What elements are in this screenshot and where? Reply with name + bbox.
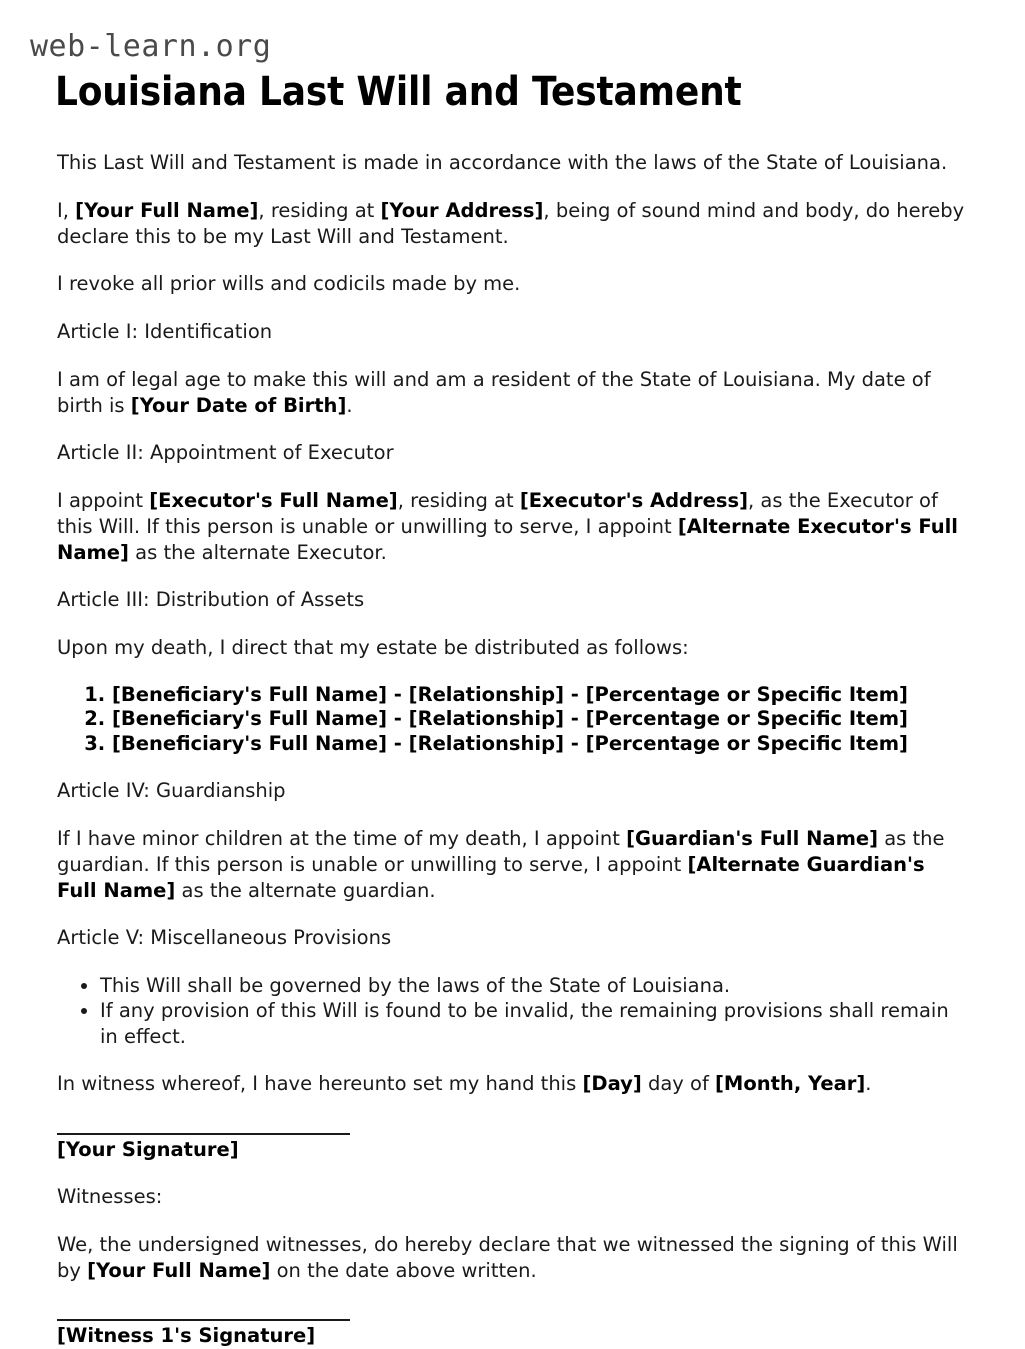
article-5-heading: Article V: Miscellaneous Provisions: [57, 926, 392, 950]
article-4-text-1: If I have minor children at the time of my death, I appoint: [57, 827, 627, 851]
declaration-text-3: , being of sound mind and body, do hereby declare this to be my Last Will and Testament.: [57, 198, 965, 248]
signature-line: [57, 1133, 350, 1135]
attestation-paragraph: [57, 1071, 970, 1097]
witness-statement-paragraph: [57, 1232, 970, 1283]
list-item: 3. [Beneficiary's Full Name] - [Relationship] - [Percentage or Specific Item]: [112, 732, 970, 757]
article-4-text-2: as the guardian. If this person is unable or unwilling to serve, I appoint: [57, 827, 945, 876]
witness-1-signature-label: [Witness 1's Signature]: [57, 1324, 316, 1348]
attestation-text-2: day of: [641, 1072, 716, 1096]
witness-statement-text-1: We, the undersigned witnesses, do hereby declare that we witnessed the signing of this Will by: [57, 1232, 958, 1282]
intro-opening-text: This Last Will and Testament is made in accordance with the laws of the State of Louisiana.: [57, 151, 948, 175]
article-2-text-3: , as the Executor of this Will. If this person is unable or unwilling to serve, I appoint: [57, 489, 938, 538]
article-4-heading: Article IV: Guardianship: [57, 779, 286, 803]
attestation-text-1: In witness whereof, I have hereunto set my hand this: [57, 1072, 583, 1096]
placeholder-month-year: [Month, Year]: [715, 1072, 866, 1096]
placeholder-day: [Day]: [582, 1072, 642, 1096]
list-item: 1. [Beneficiary's Full Name] - [Relationship] - [Percentage or Specific Item]: [112, 683, 970, 708]
witness-signature-line: [57, 1319, 350, 1321]
article-2-paragraph: [57, 488, 970, 565]
beneficiaries-list: [57, 683, 970, 757]
article-2-text-1: I appoint: [57, 489, 150, 513]
witness-statement-text-2: on the date above written.: [270, 1258, 537, 1282]
placeholder-executor-address: [Executor's Address]: [519, 489, 748, 513]
article-2-text-2: , residing at: [397, 489, 520, 513]
placeholder-your-address: [Your Address]: [380, 198, 544, 222]
list-item: • If any provision of this Will is found to be invalid, the remaining provisions shall remain in effect.: [100, 998, 960, 1049]
revocation-paragraph: [57, 271, 970, 297]
article-1-text-2: .: [346, 393, 353, 417]
article-1-text-1: I am of legal age to make this will and am a resident of the State of Louisiana. My date of birth is: [57, 367, 931, 417]
declaration-text-1: I,: [57, 198, 76, 222]
intro-opening-paragraph: [57, 150, 970, 176]
placeholder-alternate-guardian-full-name: [Alternate Guardian's Full Name]: [57, 852, 925, 902]
witnesses-heading: [57, 1184, 970, 1210]
your-signature-block: [57, 1133, 970, 1162]
site-brand: web-learn.org: [30, 29, 272, 64]
witnesses-heading-text: Witnesses:: [57, 1185, 163, 1209]
article-2-text-4: as the alternate Executor.: [128, 540, 387, 564]
page-title: Louisiana Last Will and Testament: [55, 69, 742, 115]
declaration-paragraph: [57, 198, 970, 249]
article-2-heading: Article II: Appointment of Executor: [57, 441, 394, 465]
revocation-text: I revoke all prior wills and codicils made by me.: [57, 272, 521, 296]
article-3-heading: Article III: Distribution of Assets: [57, 588, 365, 612]
placeholder-guardian-full-name: [Guardian's Full Name]: [626, 827, 879, 851]
article-1-paragraph: [57, 367, 970, 418]
provisions-list: [57, 973, 970, 1049]
placeholder-executor-full-name: [Executor's Full Name]: [149, 489, 398, 513]
article-3-intro-text: Upon my death, I direct that my estate be distributed as follows:: [57, 636, 689, 659]
article-4-text-3: as the alternate guardian.: [175, 878, 436, 902]
placeholder-alternate-executor-full-name: [Alternate Executor's Full Name]: [57, 514, 958, 564]
article-3-intro-paragraph: [57, 635, 970, 661]
your-signature-label: [Your Signature]: [57, 1137, 239, 1161]
declaration-text-2: , residing at: [258, 198, 381, 222]
article-4-paragraph: [57, 826, 970, 903]
article-1-heading: Article I: Identification: [57, 320, 273, 344]
placeholder-your-full-name: [Your Full Name]: [75, 198, 259, 222]
attestation-text-3: .: [865, 1072, 872, 1096]
document-body: [0, 150, 1025, 1349]
list-item: • This Will shall be governed by the laws of the State of Louisiana.: [100, 973, 960, 998]
placeholder-your-full-name-witness: [Your Full Name]: [87, 1258, 271, 1282]
witness-1-signature-block: [57, 1319, 970, 1348]
placeholder-date-of-birth: [Your Date of Birth]: [130, 393, 347, 417]
list-item: 2. [Beneficiary's Full Name] - [Relationship] - [Percentage or Specific Item]: [112, 707, 970, 732]
